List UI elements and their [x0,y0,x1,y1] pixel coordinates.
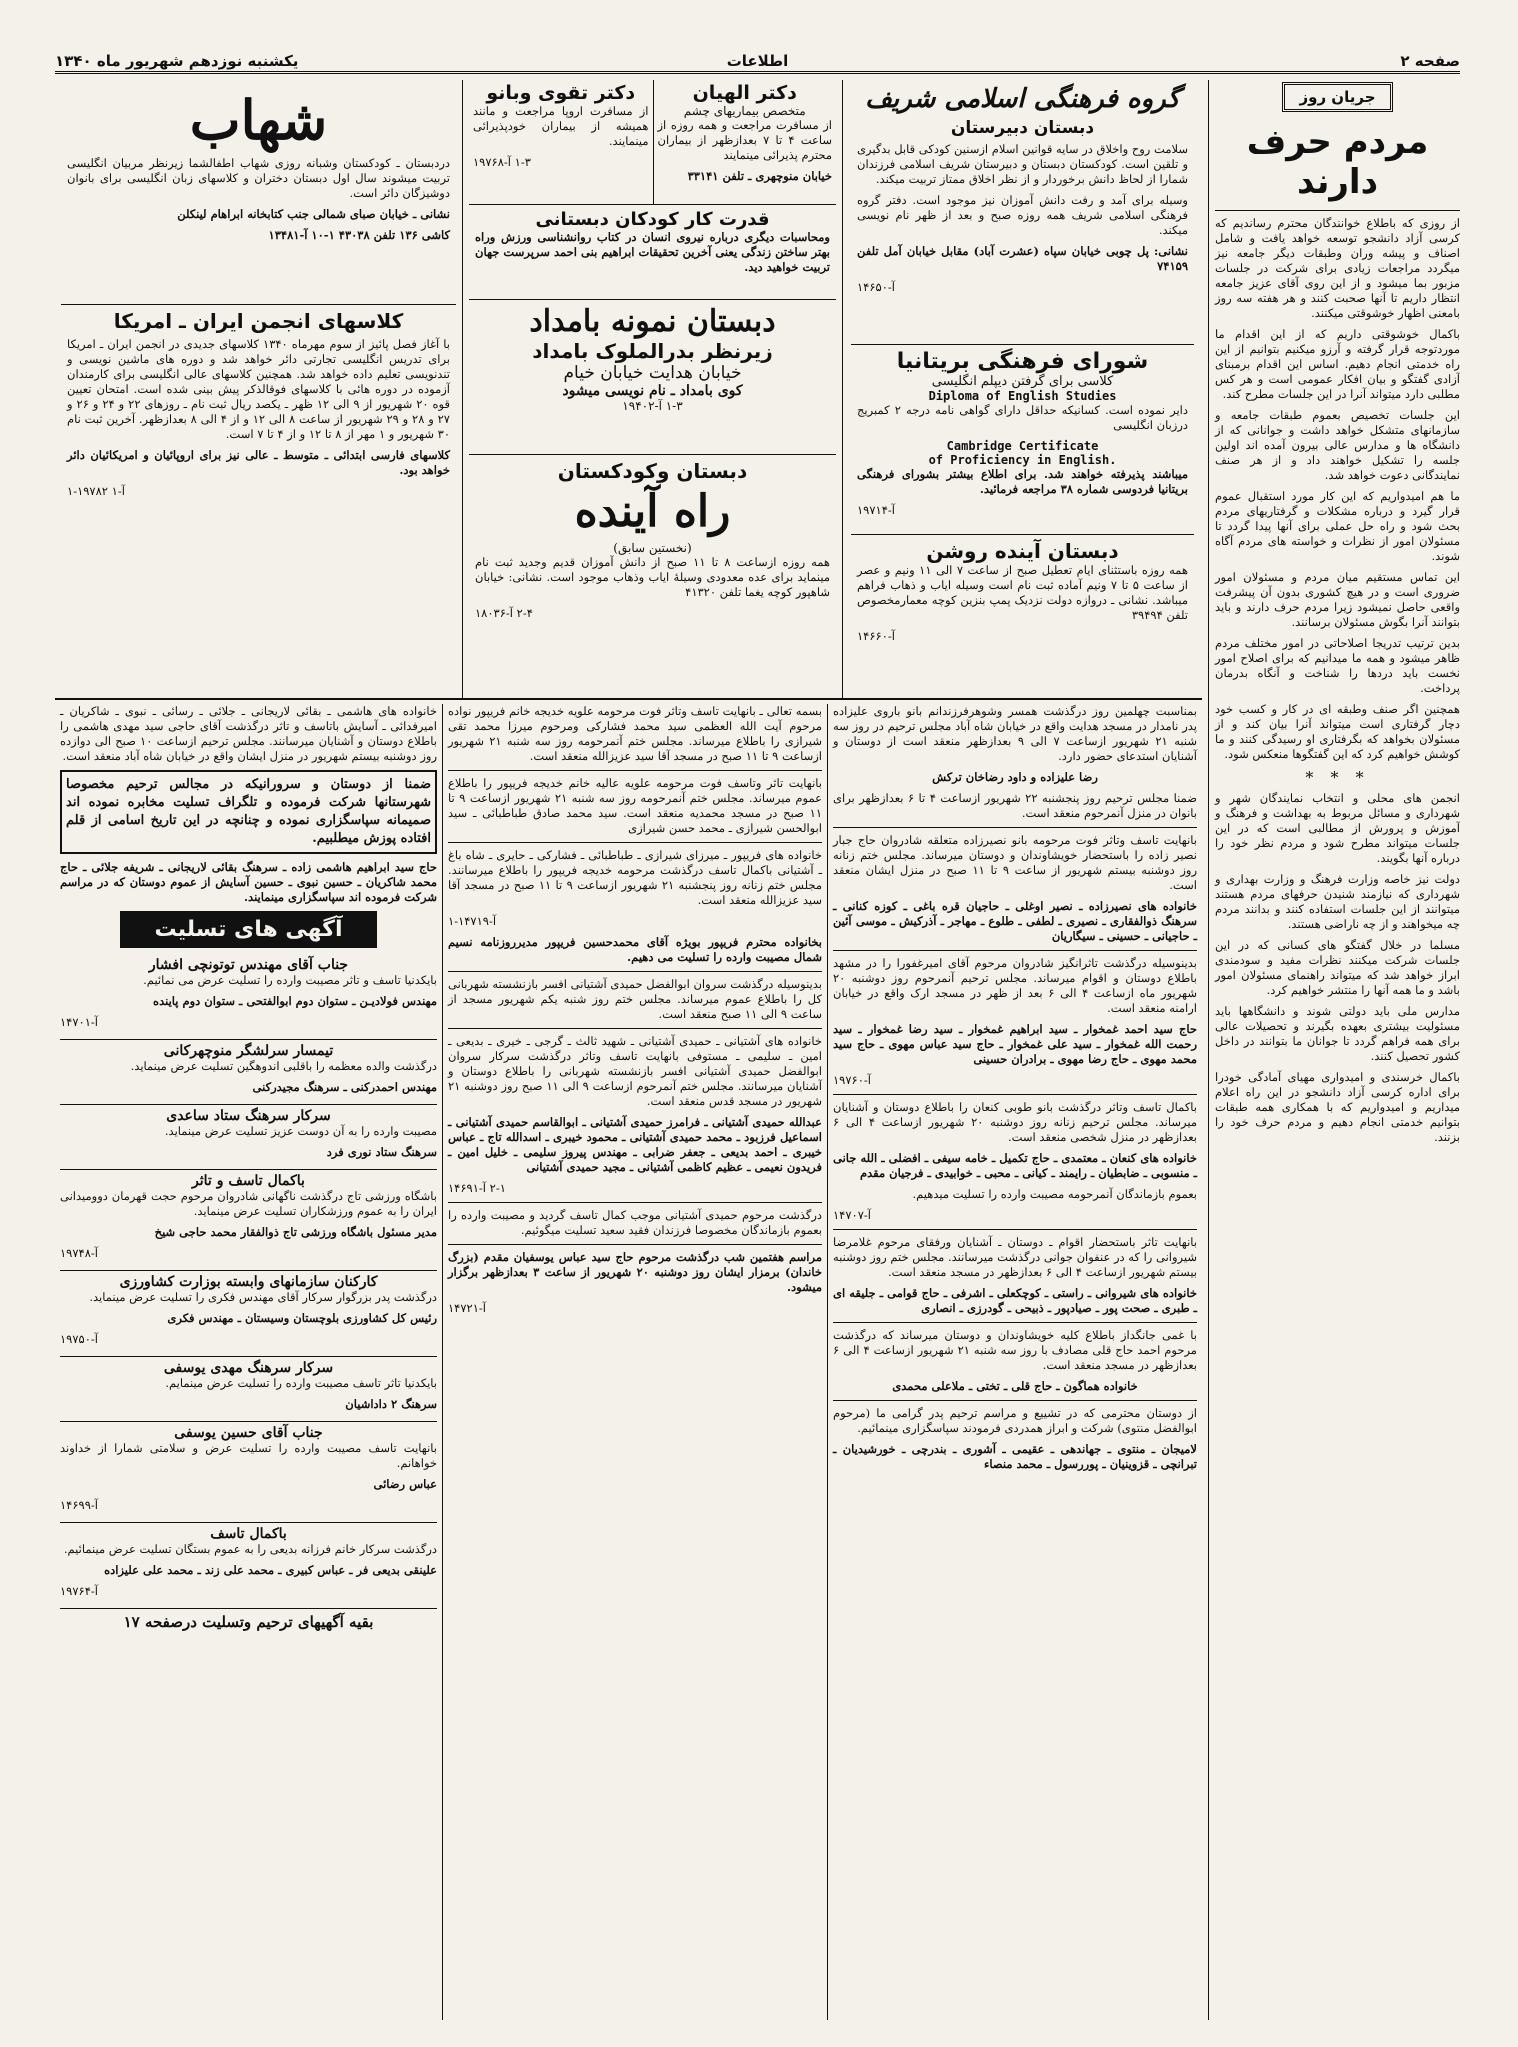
ad-sharif-body: سلامت روح واخلاق در سایه قوانین اسلام ازسنین کودکی قابل بدگیری و تلقین است. کودکستان دبستان و دبیرستان شریف اسلامی فرزندان شمارا از لحاظ دانش برخوردار و از نظر اخلاق ممتاز تربیت میکند. [857,142,1188,186]
ad-sharif-sub: دبستان دبیرستان [950,118,1095,138]
ad-ayandeh-sub: (نخستین سابق) [613,541,692,555]
ad-iran-america-note: کلاسهای فارسی ابتدائی ـ متوسط ـ عالی نیز برای اروپائیان و امریکائیان دائر خواهد بود. [67,448,450,477]
ad-ayandeh-body: همه روزه ازساعت ۸ تا ۱۱ صبح از دانش آموزان قدیم وجدید ثبت نام مینماید برای عده معدودی وسیلهٔ ایاب وذهاب موجود است. نشانی: خیابان شاهپور کوچه یغما تلفن ۴۱۳۲۰ [475,555,830,599]
ad-taghavi [469,80,653,204]
ad-shahab-ref: کاشی ۱۳۶ تلفن ۴۳۰۳۸ ۱-۱۰ آ-۱۳۴۸۱ [268,228,450,242]
ad-british-body: دایر نموده است. کسانیکه حداقل دارای گواهی نامه درجه ۲ کمبریج درزبان انگلیسی [857,403,1188,432]
notice: باکمال تاسف وتاثر درگذشت بانو طوبی کنعان را باطلاع دوستان و آشنایان میرساند. مجلس ترحیم زنانه روز دوشنبه ۲۰ شهریور ازساعت ۴ الی ۶ بعدازظهر در منزل شخصی منعقد است. [833,1100,1197,1144]
ad-sharif-title: گروه فرهنگی اسلامی شریف [865,84,1180,114]
ad-ayandeh [469,455,836,631]
ad-ayandeh-ref: ۲-۴ آ-۱۸۰۳۶ [475,606,533,620]
ad-iran-america-ref: آ-۱ ۱۹۷۸۲-۱ [67,484,125,498]
notice-ref: آ-۱۴۷۱۹-۱ [448,914,497,928]
column-box-title: جریان روز [1282,82,1392,112]
notice-ref: ۲-۱ آ-۱۴۶۹۱ [448,1181,506,1195]
notice-sign: خانواده های کنعان ـ معتمدی ـ حاج تکمیل ـ خامه سیفی ـ افضلی ـ الله جانی ـ منسوبی ـ ضابطیان ـ رایمند ـ کیانی ـ محبی ـ خوابیدی ـ فرجیان مقدم [833,1151,1197,1180]
ad-roshan-body: همه روزه باستثنای ایام تعطیل صبح از ساعت ۷ الی ۱۱ ونیم و عصر از ساعت ۵ تا ۷ ونیم آماده ثبت نام است وسیله ایاب و ذهاب فراهم میباشد. نشانی ـ دروازه دولت نزدیک پمپ بنزین کوچه معمارمخصوص تلفن ۳۹۴۹۴ [857,563,1188,622]
condolence-ad-body: بانهایت تاسف مصیبت وارده را تسلیت عرض و سلامتی شمارا از خداوند خواهانم. [60,1441,437,1470]
condolence-ad-body: درگذشت پدر بزرگوار سرکار آقای مهندس فکری را تسلیت عرض مینماید. [89,1290,437,1304]
condolence-ad-sign: مهندس فولادیـن ـ ستوان دوم ابوالفتحی ـ ستوان دوم پاینده [153,994,437,1008]
ad-british-council [851,345,1194,535]
issue-date: یکشنبه نوزدهم شهریور ماه ۱۳۴۰ [55,52,299,70]
ad-taghavi-title: دکتر تقوی وبانو [486,82,636,104]
condolence-ad [60,1523,437,1609]
ad-bamdad-sub: زیرنظر بدرالملوک بامداد [532,339,773,363]
ad-roshan-ref: آ-۱۴۶۶۰ [857,629,895,643]
condolence-ad-title: تیمسار سرلشگر منوچهرکانی [163,1043,334,1059]
notice: خانواده های آشتیانی ـ حمیدی آشتیانی ـ شهید ثالث ـ گرجی ـ خیری ـ بدیعی ـ امین ـ سلیمی ـ مستوفی بانهایت تاسف وتاثر درگذشت سرکار سروان ابوالفضل حمیدی آشتیانی افسر بازنشسته شهربانی را باطلاع دوستان و آشنایان میرسانند. مجلس ختم آنمرحوم ازساعت ۹ الی ۱۱ صبح روز دوشنبه ۲۱ شهریور در مسجد قدس منعقد است. [448,1034,822,1108]
condolence-ad-sign: سرهنگ ۲ داداشیان [345,1397,437,1411]
ad-british-cert2: of Proficiency in English. [928,453,1117,467]
ads-column-2 [462,80,842,698]
condolence-ad [60,1357,437,1422]
notice: بمناسبت چهلمین روز درگذشت همسر وشوهرفرزندانم بانو باروی علیزاده پدر نامدار در مسجد هدایت واقع در خیابان شاه آباد مجلس ترحیم در روز سه شنبه ۲۱ شهریور ازساعت ۷ الی ۹ بعدازظهر منعقد است از دوستان و آشنایان استدعای حضور دارد. [833,704,1197,763]
condolence-ad-title: سرکار سرهنگ ستاد ساعدی [166,1108,331,1124]
condolence-ad-sign: علینقی بدیعی فر ـ عباس کبیری ـ محمد علی زند ـ محمد علی علیزاده [104,1563,437,1577]
condolence-ad-title: جناب آقای حسین یوسفی [174,1425,323,1441]
editorial-paragraph: مدارس ملی باید دولتی شوند و دانشگاهها باید مسئولیت بیشتری بعهده بگیرند و تحصیلات عالی برای همه فراهم گردد تا جوانان ما بتوانند در داخل کشور تحصیل کنند. [1215,1004,1460,1063]
ad-elhiyan-address: خیابان منوچهری ـ تلفن ۳۳۱۴۱ [687,169,832,183]
notice: با غمی جانگداز باطلاع کلیه خویشاوندان و دوستان میرساند که درگذشت مرحوم احمد حاج قلی مصادف با روز سه شنبه ۲۱ شهریور ازساعت ۴ الی ۶ بعدازظهر در مسجد منعقد است. [833,1328,1197,1372]
notice-ref: آ-۱۴۷۲۱ [448,1301,486,1315]
ad-shahab-body: دردبستان ـ کودکستان وشبانه روزی شهاب اطفالشما زیرنظر مربیان انگلیسی تربیت میشوند سال اول دبستان دختران و کلاسهای زبان انگلیسی برای بانوان دوشیزگان دائر است. [67,156,450,200]
editorial-paragraph: دولت نیز خاصه وزارت فرهنگ و وزارت بهداری و شهرداری که نیازمند شنیدن حرفهای مردم هستند میتوانند از این جلسات استفاده کنند و بدانند مردم چه میخواهند و از چه ناراضی هستند. [1215,872,1460,931]
notice-sign: خانواده های شیروانی ـ راستی ـ کوچکعلی ـ اشرفی ـ حاج قوامی ـ جلیقه ای ـ طبری ـ صحت پور ـ صیادپور ـ ذبیحی ـ گودرزی ـ انصاری [833,1286,1197,1315]
condolence-ad [60,1422,437,1523]
condolence-ad-ref: آ-۱۹۷۴۸ [60,1246,98,1260]
ad-elhiyan-subtitle: متخصص بیماریهای چشم [683,104,806,118]
editorial-paragraph: ما هم امیدواریم که این کار مورد استقبال عموم قرار گیرد و درباره مشکلات و گرفتاریهای مردم بحث شود و راه حل عملی برای آنها پیدا گردد تا مسئولان امور از نظرات و خواسته های مردم آگاه شوند. [1215,489,1460,563]
editorial-paragraph: از روزی که باطلاع خوانندگان محترم رساندیم که کرسی آزاد دانشجو توسعه خواهد یافت و شامل اصناف و پیشه وران وطبقات دیگر جامعه نیز میگردد مراجعات زیادی برای شرکت در جلسات مزبور بما میشود و از این روی آقای عزیز جامعه انتظار داریم تا آنها صحبت کنند و هر هفته سه روز بامعنی اظهار خوشوقتی میکنند. [1215,216,1460,320]
thanks-box: ضمنا از دوستان و سرورانیکه در مجالس ترحیم مخصوصا شهرستانها شرکت فرموده و تلگراف تسلیت مخابره نموده اند صمیمانه سپاسگزاری نموده و چنانچه در این تاریخ اسامی از قلم افتاده پوزش میطلبیم. [60,770,437,854]
notice: مراسم هفتمین شب درگذشت مرحوم حاج سید عباس یوسفیان مقدم (بزرگ خاندان) برمزار ایشان روز دوشنبه ۲۰ شهریور از ساعت ۳ بعدازظهر برگزار میشود. [448,1250,822,1294]
notice: بخانواده محترم فریپور بویژه آقای محمدحسین فریپور مدیرروزنامه نسیم شمال مصیبت وارده را تسلیت می دهیم. [448,935,822,964]
ad-bamdad-note: کوی بامداد ـ نام نویسی میشود [562,383,743,399]
condolence-ad-title: باکمال تاسف و تاثر [192,1173,305,1189]
condolence-ad-title: کارکنان سازمانهای وابسته بوزارت کشاورزی [119,1274,378,1290]
notice: بانهایت تاسف وتاثر فوت مرحومه بانو نصیرزاده متعلقه شادروان حاج جبار نصیر زاده را باستحضار خویشاوندان و دوستان میرساند. مجلس ختم زنانه روز دوشنبه بیستم شهریور از ساعت ۹ تا ۱۱ صبح در منزل ایشان منعقد است. [833,833,1198,892]
ad-bamdad-title: دبستان نمونه بامداد [529,304,776,339]
ad-sharif [851,80,1194,345]
ad-iran-america-body: با آغاز فصل پائیز از سوم مهرماه ۱۳۴۰ کلاسهای جدیدی در انجمن ایران ـ امریکا برای تدریس انگلیسی تجارتی دائر خواهد شد و دوره های ماشین نویسی و تندنویسی تعلیم داده خواهد شد. همچنین کلاسهای عالی انگلیسی برای کارمندان آزموده در دوره هائی با کلاسهای فوقالذکر پیش بینی شده است. امتحان تعیین قوه ۲۰ شهریور از ۹ الی ۱۲ ظهر ـ یکصد ریال ثبت نام ـ روزهای ۲۲ و ۲۴ و ۲۶ و ۲۷ و ۲۸ و ۲۹ شهریور از ساعت ۸ الی ۱۲ و از ۴ الی ۸ بعدازظهر. آخرین ثبت نام ۳۰ شهریور و ۱ مهر از ۸ تا ۱۲ و از ۴ تا ۷ است. [67,337,450,441]
condolence-ad-title: سرکار سرهنگ مهدی یوسفی [163,1360,334,1376]
condolence-ad [60,1170,437,1271]
section-stars: * * * [1305,768,1370,787]
editorial-headline: مردم حرف دارند [1246,122,1429,202]
notice: بانهایت تاثر باستحضار اقوام ـ دوستان ـ آشنایان ورفقای مرحوم غلامرضا شیروانی را که در عنفوان جوانی درگذشت میرسانند. مجلس ختم روز دوشنبه بیستم شهریور ازساعت ۴ الی ۶ بعدازظهر در مسجد منعقد است. [833,1235,1197,1279]
notice: بدینوسیله درگذشت تاثرانگیز شادروان مرحوم آقای امیرغفورا را در مشهد باطلاع دوستان و اقوام میرساند. مجلس ترحیم آنمرحوم روز دوشنبه ۲۰ شهریور ماه ازساعت ۴ الی ۶ بعد از ظهر در مسجد ارک واقع در خیابان ارامنه منعقد است. [833,956,1197,1015]
editorial-paragraph: انجمن های محلی و انتخاب نمایندگان شهر و شهرداری و مسائل مربوط به بهداشت و فرهنگ و آموزش و پرورش از مطالبی است که در این جلسات میتواند مطرح شود و مردم نظر خود را درباره آنها بگویند. [1215,791,1460,865]
condolence-ad-sign: مدیر مسئول باشگاه ورزشی تاج ذوالفقار محمد حاجی شیخ [154,1225,437,1239]
condolence-column-2 [442,704,827,2020]
ads-column-1 [842,80,1202,698]
page [55,80,1460,2020]
ad-british-title: شورای فرهنگی بریتانیا [896,349,1149,374]
notice-sign: لامیجان ـ منتوی ـ جهاندهی ـ عقیمی ـ آشوری ـ بندرچی ـ خورشیدیان ـ تبرانچی ـ قزوینیان ـ پوررسول ـ محمد منصاء [833,1442,1197,1471]
ad-bamdad-address: خیابان هدایت خیابان خیام [563,363,742,383]
ad-bamdad-ref: ۱-۳ آ-۱۹۴۰۲ [622,399,683,413]
editorial-paragraph: همچنین اگر صنف وطبقه ای در کار و کسب خود دچار گرفتاری است میتواند آنرا بیان کند و از مسئولان بخواهد که بگرفتاری او رسیدگی کنند و ما کوشش خواهیم کرد که این گفتگوها منعکس شود. [1215,702,1460,761]
editorial-paragraph: باکمال خوشوقتی داریم که از این اقدام ما موردتوجه قرار گرفته و آرزو میکنیم بتوانیم از این راه خدمتی انجام دهیم. اساس این اقدام برمبنای آزادی گفتگو و بیان افکار عمومی است و هر کس مطلبی دارد میتواند آنرا در این جلسات مطرح کند. [1215,327,1460,401]
ad-kudak-title: قدرت کار کودکان دبستانی [535,209,770,230]
notice-sign: حاج سید ابراهیم هاشمی زاده ـ سرهنگ بقائی لاریجانی ـ شریفه جلائی ـ حاج محمد شاکریان ـ حسین نبوی ـ حسین آسایش از عموم دوستان که در مراسم شرکت فرموده اند سپاسگزاری مینمایند. [60,860,437,904]
paper-name: اطلاعات [726,52,789,70]
condolence-ad-sign: سرهنگ ستاد نوری فرد [326,1145,437,1159]
notice: درگذشت مرحوم حمیدی آشتیانی موجب کمال تاسف گردید و مصیبت وارده را بعموم بازماندگان مخصوصا فرزندان فقید سعید تسلیت میگوئیم. [448,1208,822,1237]
editorial-paragraph: این تماس مستقیم میان مردم و مسئولان امور ضروری است و در هیچ کشوری بدون آن پیشرفت واقعی حاصل نمیشود زیرا مردم حرف دارند و باید بتوانند آنرا بگوش مسئولان برسانند. [1215,570,1460,629]
notice: ضمنا مجلس ترحیم روز پنجشنبه ۲۲ شهریور ازساعت ۴ تا ۶ بعدازظهر برای بانوان در منزل آنمرحوم منعقد است. [833,791,1197,820]
ad-british-cert1: Cambridge Certificate [946,439,1099,453]
page-number: صفحه ۲ [1400,52,1460,70]
condolence-ad [60,1040,437,1105]
ad-british-ref: آ-۱۹۷۱۴ [857,503,895,517]
notice: بدینوسیله درگذشت سروان ابوالفضل حمیدی آشتیانی افسر بازنشسته شهربانی کل را باطلاع عموم میرساند. مجلس ختم روز شنبه یکم شهریور مسجد از ساعت ۹ الی ۱۱ صبح منعقد است. [447,977,822,1021]
ad-british-diploma: Diploma of English Studies [928,389,1117,403]
ad-elhiyan-title: دکتر الهیان [692,82,797,104]
notice: بعموم بازماندگان آنمرحومه مصیبت وارده را تسلیت میدهیم. [912,1187,1197,1201]
ad-sharif-body2: وسیله برای آمد و رفت دانش آموزان نیز موجود است. دفتر گروه فرهنگی اسلامی شریف همه روزه صبح و بعد از ظهر نام نویسی میکند. [857,193,1188,237]
ad-iran-america [61,305,456,509]
condolence-section [55,704,1202,2020]
notice: از دوستان محترمی که در تشییع و مراسم ترحیم پدر گرامی ما (مرحوم ابوالفضل منتوی) شرکت و ابراز همدردی فرمودند سپاسگزاری مینمائیم. [833,1406,1197,1435]
notice-ref: آ-۱۹۷۶۰ [833,1073,871,1087]
condolence-ad-body: باشگاه ورزشی تاج درگذشت ناگهانی شادروان مرحوم حجت قهرمان دوومیدانی ایران را به عموم ورزشکاران تسلیت عرض مینماید. [60,1189,437,1218]
condolence-ad-body: بایکدنیا تاسف و تاثر مصیبت وارده را تسلیت عرض می نمائیم. [143,973,437,987]
ad-sharif-address: نشانی: پل چوبی خیابان سپاه (عشرت آباد) مقابل خیابان آمل تلفن ۷۴۱۵۹ [857,244,1188,273]
condolence-ad-sign: مهندس احمدرکنی ـ سرهنگ مجیدرکنی [252,1080,437,1094]
condolence-ad-body: درگذشت سرکار خانم فرزانه بدیعی را به عموم بستگان تسلیت عرض مینمائیم. [63,1542,437,1556]
ad-british-sub: کلاسی برای گرفتن دیپلم انگلیسی [931,374,1114,389]
condolence-ad-sign: رئیس کل کشاورزی بلوچستان وسیستان ـ مهندس فکری [167,1311,437,1325]
ad-iran-america-title: کلاسهای انجمن ایران ـ امریکا [113,309,404,333]
notice-sign: عبدالله حمیدی آشتیانی ـ فرامرز حمیدی آشتیانی ـ ابوالقاسم حمیدی آشتیانی ـ اسماعیل فرزبود ـ محمد حمیدی آشتیانی ـ محمود خیبری ـ اسدالله تاج ـ عباس خیبری ـ احمد بدیعی ـ جعفر ضرابی ـ مهندس پیروز سلیمی ـ خلیل امین ـ فریدون نعیمی ـ عظیم کاظمی آشتیانی ـ مجید حمیدی آشتیانی [448,1115,822,1174]
notice-sign: رضا علیزاده و داود رضاخان ترکش [932,770,1098,784]
editorial-paragraph: بدین ترتیب تدریجا اصلاحاتی در امور مختلف مردم ظاهر میشود و همه ما میدانیم که برای اصلاح امور نخست باید دردها را شناخت و آنگاه بدرمان پرداخت. [1215,636,1460,695]
ad-british-body2: میباشند پذیرفته خواهند شد. برای اطلاع بیشتر بشورای فرهنگی بریتانیا فردوسی شماره ۳۸ مراجعه فرمائید. [857,467,1188,496]
top-ads [55,80,1202,700]
condolence-ad-body: بایکدنیا تاثر تاسف مصیبت وارده را تسلیت عرض مینمایم. [165,1376,437,1390]
editorial-column [1208,80,1460,2020]
ad-roshan [851,535,1194,654]
ad-roshan-title: دبستان آینده روشن [926,539,1119,563]
notice-sign: خانواده هماگون ـ حاج قلی ـ تختی ـ ملاعلی محمدی [892,1379,1138,1393]
editorial-paragraph: این جلسات تخصیص بعموم طبقات جامعه و سازمانهای متشکل خواهد داشت و جوانانی که از دانشگاه ها و مدارس عالی بیرون آمده اند اولین جلسه را تشکیل خواهند داد و از هر صنف نمایندگانی دعوت خواهد شد. [1215,408,1460,482]
ad-shahab [61,80,456,305]
ads-column-3 [55,80,462,698]
condolence-section-title: آگهی های تسلیت [120,911,377,948]
masthead [55,52,1460,74]
notice: بسمه تعالی ـ بانهایت تاسف وتاثر فوت مرحومه علویه خدیجه خانم فریپور نواده مرحوم آیت الله العظمی سید محمد فشارکی ومرحوم میرزا محمد تقی شیرازی را باطلاع میرساند. مجلس ختم آنمرحومه روز سه شنبه ۲۱ شهریور ازساعت ۹ تا ۱۱ صبح در مسجد آقا سید عزیزالله منعقد است. [448,704,822,763]
continued-footer: بقیه آگهیهای ترحیم وتسلیت درصفحه ۱۷ [123,1613,374,1631]
condolence-ad-ref: آ-۱۴۷۰۱ [60,1015,98,1029]
ad-bamdad [469,300,836,455]
ad-ayandeh-title1: دبستان وکودکستان [557,459,748,483]
ad-sharif-ref: آ-۱۴۶۵۰ [857,280,895,294]
ad-elhiyan-body: از مسافرت مراجعت و همه روزه از ساعت ۴ تا ۷ بعدازظهر از بیماران محترم پذیرائی مینمایند [657,118,832,162]
condolence-column-1 [55,704,442,2020]
editorial-paragraph: باکمال خرسندی و امیدواری مهیای آمادگی خودرا برای اداره کرسی آزاد دانشجو در این راه اعلام میداریم و امیدواریم که با همکاری همه طبقات بتوانیم خدمتی انجام دهیم و مردم حرف خود را بزنند. [1215,1070,1460,1144]
notice-sign: خانواده های نصیرزاده ـ نصیر اوغلی ـ حاجیان قره باغی ـ کوزه کنانی ـ سرهنگ ذوالفقاری ـ نصیری ـ لطفی ـ طلوع ـ مهاجر ـ آذرکیش ـ موسی آئین ـ حاجیانی ـ حسینی ـ سیگاریان [833,899,1197,943]
notice-ref: آ-۱۴۷۰۷ [833,1208,871,1222]
ad-kudak [469,205,836,300]
condolence-ad-ref: آ-۱۴۶۹۹ [60,1498,98,1512]
condolence-ad-body: مصیبت وارده را به آن دوست عزیز تسلیت عرض مینماید. [164,1124,437,1138]
ad-shahab-address: نشانی ـ خیابان صبای شمالی جنب کتابخانه ابراهام لینکلن [177,207,450,221]
condolence-ad [60,1271,437,1357]
editorial-paragraph: مسلما در خلال گفتگو های کسانی که در این جلسات شرکت میکنند نظرات مفید و سودمندی ابراز خواهد شد که میتواند راهنمای مسئولان امور باشد و ما همه آنها را منتشر خواهیم کرد. [1215,938,1460,997]
ad-elhiyan [653,80,837,204]
condolence-ad-body: درگذشت والده معظمه را باقلبی اندوهگین تسلیت عرض مینماید. [130,1059,437,1073]
notice: بانهایت تاثر وتاسف فوت مرحومه علویه عالیه خانم خدیجه فریپور را باطلاع عموم میرساند. مجلس ختم آنمرحومه روز سه شنبه ۲۱ شهریور ازساعت ۹ تا ۱۱ صبح در مسجد محمدیه منعقد است. سید محمد صادق طباطبائی ـ سید ابوالحسن شیرازی ـ محمد حسن شیرازی [448,776,822,835]
main-area [55,80,1202,2020]
condolence-ad [60,954,437,1040]
condolence-ad-sign: عباس رضائی [373,1477,437,1491]
condolence-ad-ref: آ-۱۹۷۵۰ [60,1332,98,1346]
condolence-ad-title: جناب آقای مهندس توتونچی افشار [148,957,349,973]
condolence-ad-title: باکمال تاسف [210,1526,287,1542]
notice: خانواده های هاشمی ـ بقائی لاریجانی ـ جلائی ـ رسائی ـ نبوی ـ شاکریان ـ امیرفدائی ـ آسایش باتاسف و تاثر درگذشت آقای حاجی سید مهدی هاشمی را باطلاع دوستان و آشنایان میرسانند. مجلس ترحیم ازساعت ۱۰ صبح الی دوازده روز دوشنبه بیستم شهریور در منزل ایشان واقع در خیابان شاه آباد منعقد است. [60,704,437,763]
ad-ayandeh-title2: راه آینده [574,486,731,537]
notice-sign: حاج سید احمد غمخوار ـ سید ابراهیم غمخوار ـ سید رضا غمخوار ـ سید رحمت الله غمخوار ـ سید علی غمخوار ـ حاج سید عباس مهوی ـ حاج سید محمد مهوی ـ حاج رضا مهوی ـ برادران حسینی [833,1022,1197,1066]
ad-shahab-title: شهاب [189,88,328,152]
condolence-column-3 [827,704,1202,2020]
ad-taghavi-body: از مسافرت اروپا مراجعت و مانند همیشه از بیماران خودپذیرائی مینمایند. [473,104,649,148]
condolence-ad [60,1105,437,1170]
ad-kudak-body: ومحاسبات دیگری درباره نیروی انسان در کتاب روانشناسی ورزش وراه بهتر ساختن زندگی یعنی آخرین تحقیقات ابراهیم بنی احمد سرپرست جهان تربیت خواهید دید. [475,230,830,274]
notice: خانواده های فریپور ـ میرزای شیرازی ـ طباطبائی ـ فشارکی ـ حایری ـ شاه باغ ـ آشتیانی باکمال تاسف درگذشت مرحومه خدیجه فریپور را باطلاع میرسانند. مجلس ختم زنانه روز پنجشنبه ۲۱ شهریور ازساعت ۹ تا ۱۱ صبح در مسجد آقا سید عزیزالله منعقد است. [448,848,822,907]
condolence-ad-ref: آ-۱۹۷۶۴ [60,1584,98,1598]
ad-taghavi-ref: ۱-۳ آ-۱۹۷۶۸ [473,155,531,169]
